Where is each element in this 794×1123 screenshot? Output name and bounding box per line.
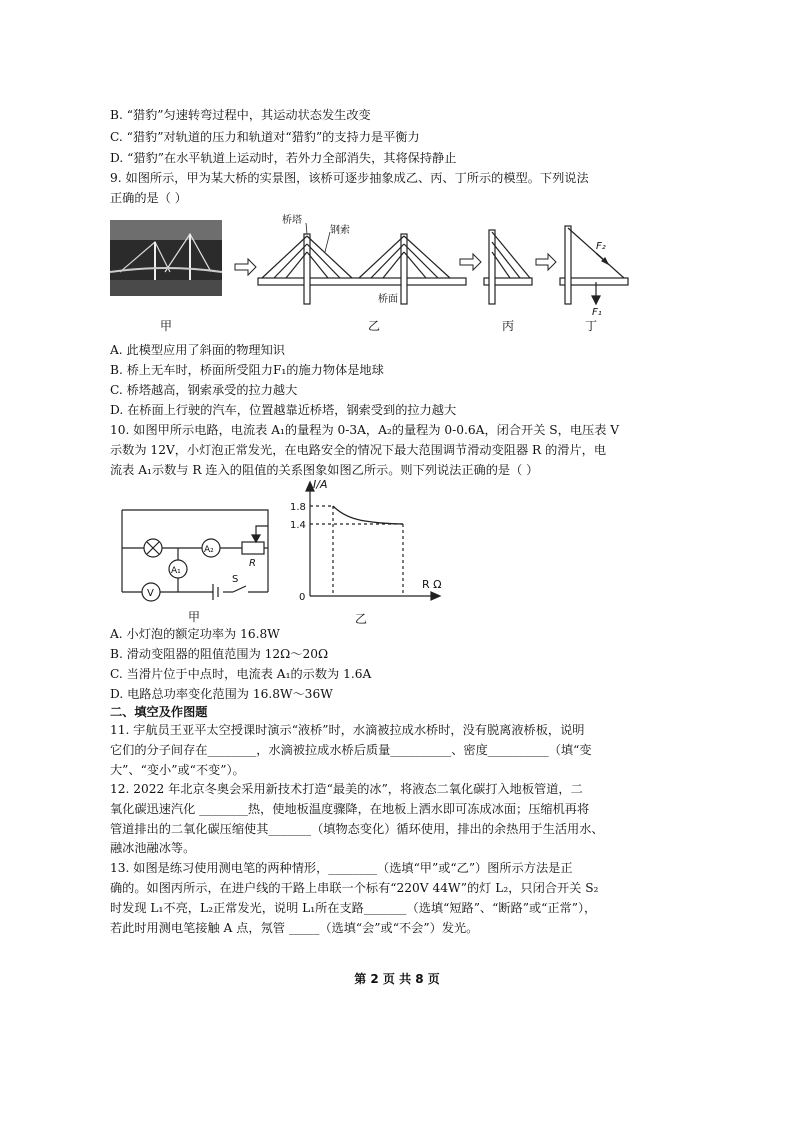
q8-option-c: C. “猎豹”对轨道的压力和轨道对“猎豹”的支持力是平衡力 (110, 130, 420, 144)
q9-option-d: D. 在桥面上行驶的汽车，位置越靠近桥塔，钢索受到的拉力越大 (110, 403, 457, 417)
origin-label: 0 (299, 592, 306, 603)
curve-line (333, 506, 403, 524)
y-tick-high: 1.8 (290, 502, 306, 513)
arrow-icon (460, 254, 481, 270)
q9-option-b: B. 桥上无车时，桥面所受阻力F₁的施力物体是地球 (110, 363, 384, 377)
ammeter-a1-label: A₁ (171, 566, 181, 576)
f1-label: F₁ (592, 307, 602, 318)
cable-label: 钢索 (330, 225, 350, 236)
bridge-figures (110, 212, 650, 337)
q13-line: 确的。如图丙所示，在进户线的干路上串联一个标有“220V 44W”的灯 L₂，只闭合开关 S₂ (110, 881, 599, 895)
arrow-icon (235, 259, 256, 275)
q9-stem-line: 9. 如图所示，甲为某大桥的实景图，该桥可逐步抽象成乙、丙、丁所示的模型。下列说法 (110, 171, 589, 185)
q10-option-c: C. 当滑片位于中点时，电流表 A₁的示数为 1.6A (110, 667, 372, 681)
q9-option-c: C. 桥塔越高，钢索承受的拉力越大 (110, 383, 298, 397)
x-axis-label: R Ω (422, 578, 442, 591)
bridge-photo (110, 220, 222, 296)
circuit-diagram (118, 500, 278, 625)
q13-line: 13. 如图是练习使用测电笔的两种情形，________（选填“甲”或“乙”）图所示方法是正 (110, 861, 573, 875)
switch-label: S (232, 574, 239, 585)
current-resistance-graph (285, 478, 455, 626)
f2-label: F₂ (596, 241, 606, 252)
q10-option-d: D. 电路总功率变化范围为 16.8W～36W (110, 687, 333, 701)
q11-line: 它们的分子间存在________，水滴被拉成水桥后质量__________、密度__________（填“变 (110, 743, 592, 757)
q12-line: 氧化碳迅速汽化 ________热，使地板温度骤降，在地板上洒水即可冻成冰面；压缩机再将 (110, 802, 590, 816)
bridge-model-bing (484, 230, 532, 304)
section-title: 二、填空及作图题 (110, 705, 208, 719)
q12-line: 融冰池融冰等。 (110, 841, 196, 855)
q13-line: 若此时用测电笔接触 A 点，氖管 _____（选填“会”或“不会”）发光。 (110, 921, 479, 935)
arrow-icon (536, 254, 556, 270)
q12-line: 管道排出的二氧化碳压缩使其_______（填物态变化）循环使用，排出的余热用于生活用水、 (110, 822, 604, 836)
deck-label: 桥面 (378, 294, 398, 305)
q11-line: 11. 宇航员王亚平太空授课时演示“液桥”时，水滴被拉成水桥时，没有脱离液桥板，说明 (110, 723, 585, 737)
q8-option-d: D. “猎豹”在水平轨道上运动时，若外力全部消失，其将保持静止 (110, 151, 457, 165)
q11-line: 大”、“变小”或“不变”）。 (110, 763, 245, 777)
y-tick-low: 1.4 (290, 520, 306, 531)
page-footer: 第 2 页 共 8 页 (354, 972, 440, 986)
q9-stem-line: 正确的是（ ） (110, 191, 187, 205)
bridge-model-ding (560, 226, 628, 304)
fig-label-circuit: 甲 (188, 610, 201, 624)
voltmeter-label: V (147, 588, 154, 599)
fig-label-bing: 丙 (502, 319, 515, 333)
fig-label-graph: 乙 (355, 612, 368, 626)
y-axis-label: I/A (313, 478, 328, 491)
fig-label-yi: 乙 (368, 319, 381, 333)
q10-option-a: A. 小灯泡的额定功率为 16.8W (110, 627, 280, 641)
q10-stem-line: 流表 A₁示数与 R 连入的阻值的关系图象如图乙所示。则下列说法正确的是（ ） (110, 463, 539, 477)
tower-label: 桥塔 (282, 215, 302, 226)
ammeter-a2-label: A₂ (204, 545, 214, 555)
fig-label-jia: 甲 (160, 319, 173, 333)
q10-stem-line: 10. 如图甲所示电路，电流表 A₁的量程为 0-3A，A₂的量程为 0-0.6A，闭合开关 S，电压表 V (110, 423, 620, 437)
q13-line: 时发现 L₁不亮，L₂正常发光，说明 L₁所在支路_______（选填“短路”、“断路”或“正常”）， (110, 901, 597, 915)
q10-stem-line: 示数为 12V，小灯泡正常发光，在电路安全的情况下最大范围调节滑动变阻器 R 的滑片，电 (110, 443, 607, 457)
q10-option-b: B. 滑动变阻器的阻值范围为 12Ω～20Ω (110, 647, 329, 661)
rheostat-label: R (249, 558, 256, 569)
q12-line: 12. 2022 年北京冬奥会采用新技术打造“最美的冰”，将液态二氧化碳打入地板管道，二 (110, 782, 583, 796)
q8-option-b: B. “猎豹”匀速转弯过程中，其运动状态发生改变 (110, 108, 371, 122)
fig-label-ding: 丁 (585, 319, 598, 333)
lamp-symbol (144, 539, 162, 557)
q9-option-a: A. 此模型应用了斜面的物理知识 (110, 343, 285, 357)
bridge-model-yi (258, 234, 466, 304)
